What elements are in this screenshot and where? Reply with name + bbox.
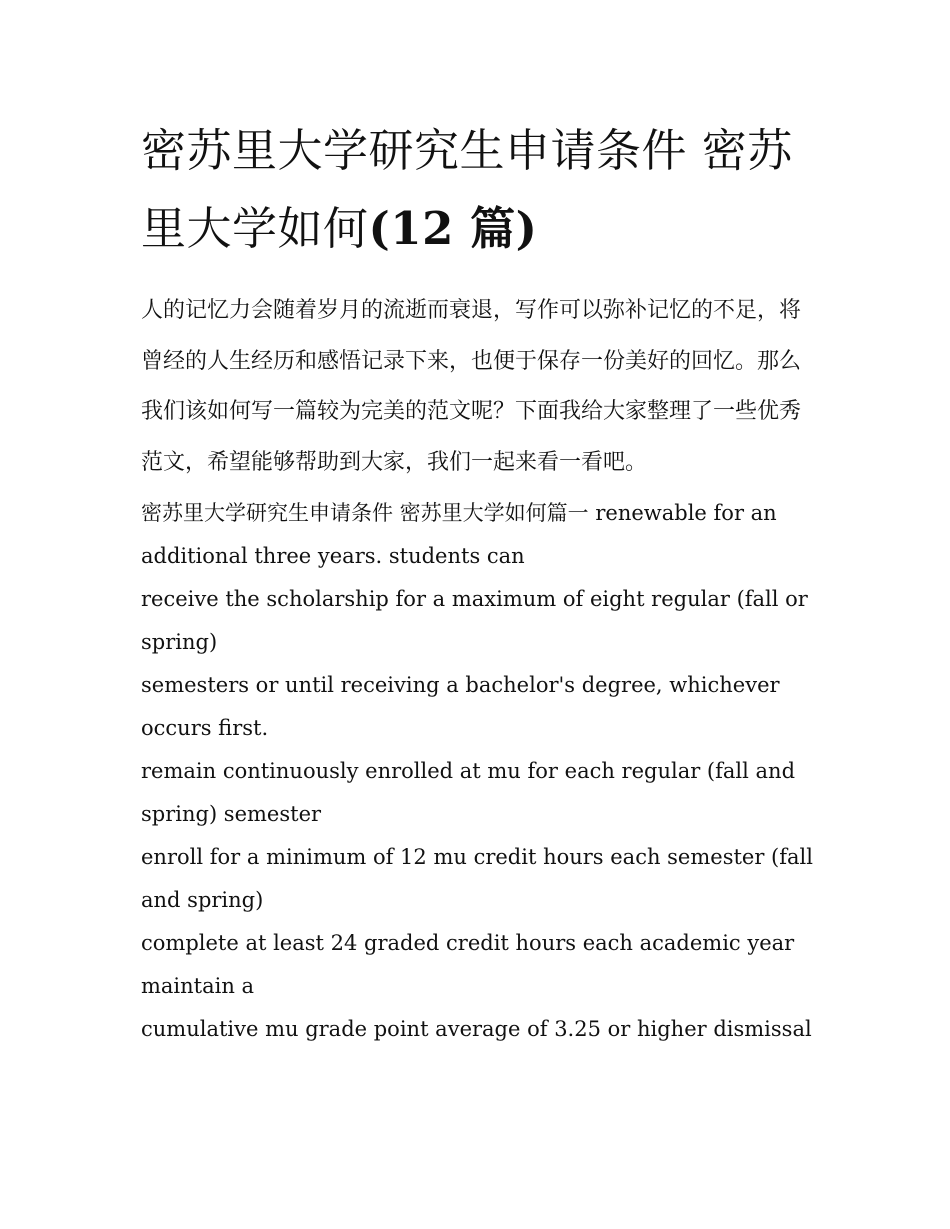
body-line: 密苏里大学研究生申请条件 密苏里大学如何篇一 renewable for an additional three years. students can <box>141 501 777 568</box>
body-text <box>141 492 816 1051</box>
body-line: remain continuously enrolled at mu for each regular (fall and spring) semester <box>141 759 796 826</box>
body-line: receive the scholarship for a maximum of eight regular (fall or spring) <box>141 587 808 654</box>
intro-paragraph: 人的记忆力会随着岁月的流逝而衰退，写作可以弥补记忆的不足，将曾经的人生经历和感悟记录下来，也便于保存一份美好的回忆。那么我们该如何写一篇较为完美的范文呢？下面我给大家整理了一些优秀范文，希望能够帮助到大家，我们一起来看一看吧。 <box>141 298 802 475</box>
body-line: semesters or until receiving a bachelor's degree, whichever occurs first. <box>141 673 780 740</box>
body-line: cumulative mu grade point average of 3.25 or higher dismissal <box>141 1017 812 1041</box>
body-line: complete at least 24 graded credit hours each academic year maintain a <box>141 931 795 998</box>
document-title-main: 密苏里大学研究生申请条件 密苏里大学如何 <box>141 124 793 255</box>
document-title <box>141 112 816 268</box>
document-page <box>141 112 816 1051</box>
document-title-count: (12 篇) <box>368 202 538 255</box>
body-line: enroll for a minimum of 12 mu credit hours each semester (fall and spring) <box>141 845 813 912</box>
